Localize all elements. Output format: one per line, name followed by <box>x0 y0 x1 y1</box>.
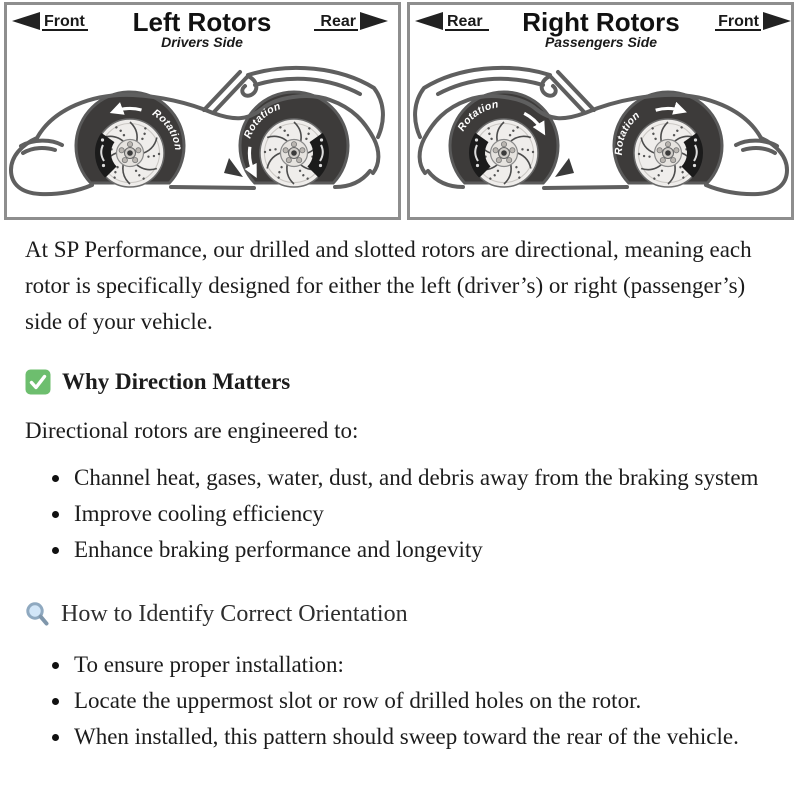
bullet-item: • Enhance braking performance and longevity <box>72 532 774 568</box>
article-body <box>0 222 800 785</box>
bullet-item: • Locate the uppermost slot or row of drilled holes on the rotor. <box>72 683 774 719</box>
left-panel-front-label: Front <box>44 13 85 30</box>
bullet-item: • Channel heat, gases, water, dust, and debris away from the braking system <box>72 460 774 496</box>
check-icon <box>25 369 51 395</box>
svg-text:Rotation: Rotation <box>241 100 283 141</box>
svg-text:Rotation: Rotation <box>150 106 185 152</box>
why-direction-heading-text: Why Direction Matters <box>62 369 291 394</box>
right-panel-subtitle: Passengers Side <box>544 34 658 50</box>
identify-orientation-heading-text: How to Identify Correct Orientation <box>61 601 408 627</box>
engineered-lead: Directional rotors are engineered to: <box>25 418 359 443</box>
why-direction-list <box>25 460 774 568</box>
why-direction-heading <box>25 364 774 400</box>
right-panel-front-label: Front <box>718 13 759 30</box>
right-panel-rear-label: Rear <box>447 13 483 30</box>
left-panel-subtitle: Drivers Side <box>161 34 243 50</box>
intro-paragraph: At SP Performance, our drilled and slotted rotors are directional, meaning each rotor is specifically designed for either the left (driver’s) or right (passenger’s) side of your vehicle. <box>25 237 752 334</box>
svg-text:Rotation: Rotation <box>455 98 500 134</box>
identify-orientation-heading <box>25 596 774 632</box>
bullet-item: • Improve cooling efficiency <box>72 496 774 532</box>
svg-text:Rotation: Rotation <box>612 109 643 156</box>
bullet-item: • To ensure proper installation: <box>72 647 774 683</box>
right-panel-title: Right Rotors <box>522 7 680 37</box>
identify-orientation-list <box>25 647 774 755</box>
left-panel-rear-label: Rear <box>320 13 356 30</box>
magnifier-icon <box>25 601 50 628</box>
rotor-direction-diagram <box>0 0 800 222</box>
left-panel-title: Left Rotors <box>132 7 272 37</box>
bullet-item: • When installed, this pattern should sweep toward the rear of the vehicle. <box>72 719 774 755</box>
